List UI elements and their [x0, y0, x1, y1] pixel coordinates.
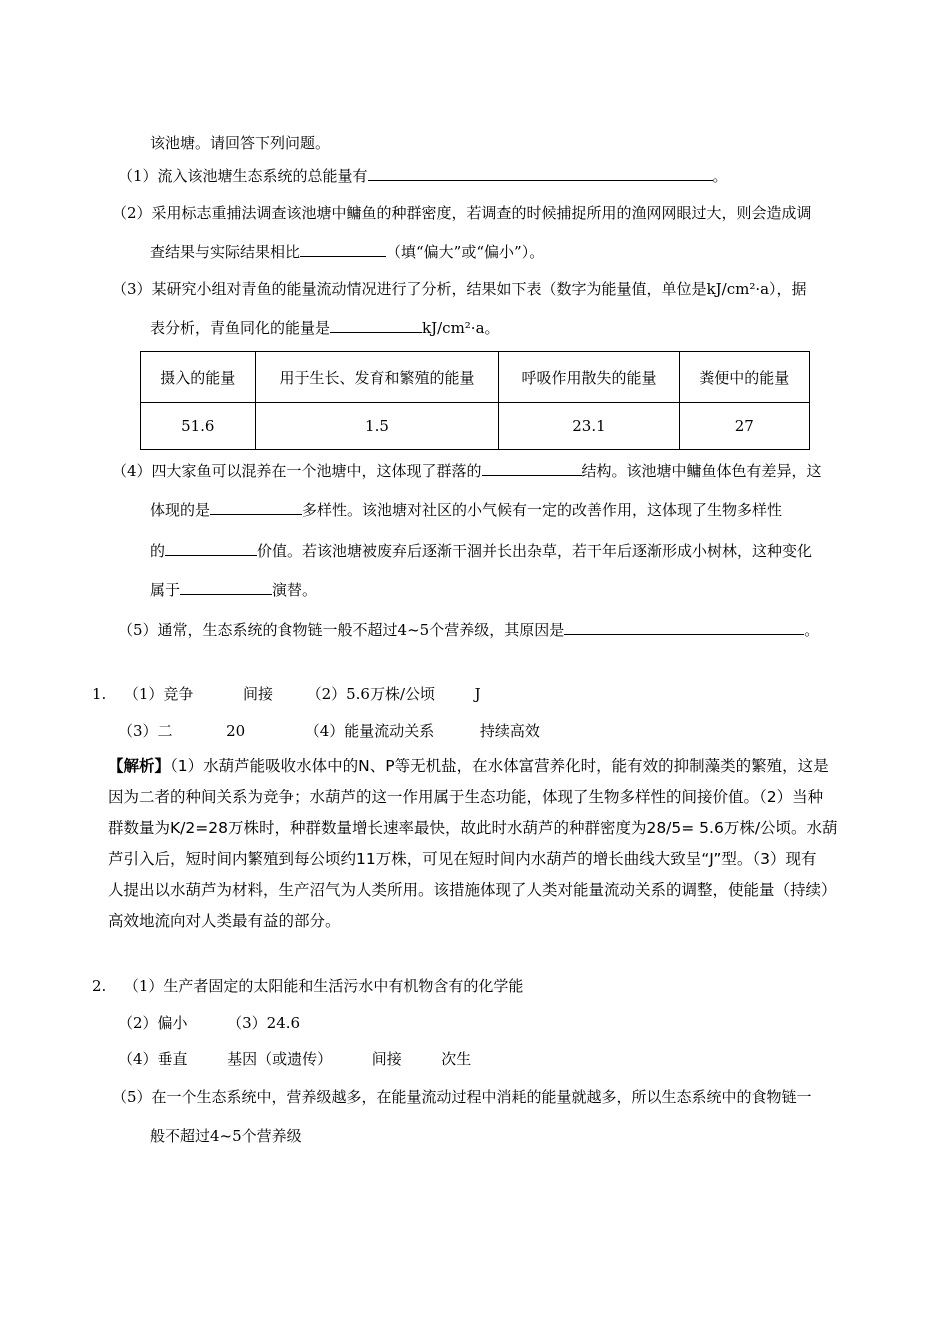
q2-4-prefix-3: 的	[150, 542, 166, 560]
q2-4-prefix-2: 体现的是	[150, 501, 211, 519]
answer-1-line2	[118, 721, 540, 741]
table-cell: 27	[679, 403, 809, 450]
q2-5-suffix: 。	[804, 621, 820, 639]
answer-item: （3）24.6	[227, 1014, 301, 1032]
q2-4-prefix-1: （4）四大家鱼可以混养在一个池塘中，这体现了群落的	[112, 462, 482, 480]
table-row	[141, 403, 810, 450]
q2-4-suffix-2: 多样性。该池塘对社区的小气候有一定的改善作用，这体现了生物多样性	[302, 501, 783, 519]
answer-1-line1	[92, 684, 481, 704]
answer-blank[interactable]	[482, 459, 582, 476]
answer-item: J	[474, 685, 481, 703]
answer-blank[interactable]	[180, 578, 272, 595]
table-cell: 51.6	[141, 403, 256, 450]
q2-4-prefix-4: 属于	[150, 581, 181, 599]
answer-item: 次生	[441, 1050, 472, 1068]
question-2-2-line1: （2）采用标志重捕法调查该池塘中鳙鱼的种群密度，若调查的时候捕捉所用的渔网网眼过大，则会造成调	[112, 204, 812, 222]
answer-2-line1	[92, 976, 523, 996]
q2-2-prefix: 查结果与实际结果相比	[150, 243, 301, 261]
analysis-line: 人提出以水葫芦为材料，生产沼气为人类所用。该措施体现了人类对能量流动关系的调整，使能量（持续）	[108, 881, 837, 899]
answer-item: （4）能量流动关系	[304, 722, 435, 740]
answer-item: （2）偏小	[118, 1014, 188, 1032]
analysis-line: 群数量为K/2=28万株时，种群数量增长速率最快，故此时水葫芦的种群密度为28/5= 5.6万株/公顷。水葫	[108, 819, 838, 837]
answer-2-line4: （5）在一个生态系统中，营养级越多，在能量流动过程中消耗的能量就越多，所以生态系统中的食物链一	[112, 1088, 812, 1106]
answer-2-line5: 般不超过4~5个营养级	[150, 1127, 302, 1145]
answer-blank[interactable]	[330, 316, 422, 333]
table-cell: 1.5	[255, 403, 499, 450]
analysis-line: 高效地流向对人类最有益的部分。	[108, 912, 341, 930]
answer-item: （4）垂直	[118, 1050, 188, 1068]
analysis-text: （1）水葫芦能吸收水体中的N、P等无机盐，在水体富营养化时，能有效的抑制藻类的繁殖，这是	[170, 757, 829, 775]
question-2-4-line3	[150, 539, 812, 561]
analysis-line	[108, 756, 878, 787]
table-header-cell: 粪便中的能量	[679, 352, 809, 403]
table-cell: 23.1	[499, 403, 679, 450]
table-header-cell: 摄入的能量	[141, 352, 256, 403]
answer-item: 持续高效	[479, 722, 540, 740]
answer-item: 间接	[242, 685, 273, 703]
q2-1-suffix: 。	[712, 167, 728, 185]
answer-item: 20	[226, 722, 246, 740]
answer-blank[interactable]	[300, 240, 386, 257]
answer-item: （2）5.6万株/公顷	[306, 685, 436, 703]
answer-blank[interactable]	[564, 618, 804, 635]
answer-2-line2	[118, 1013, 300, 1033]
analysis-line: 因为二者的种间关系为竞争；水葫芦的这一作用属于生态功能，体现了生物多样性的间接价值。（2）当种	[108, 788, 824, 806]
q2-4-suffix-4: 演替。	[272, 581, 318, 599]
analysis-paragraph	[108, 756, 878, 942]
q2-3-prefix: 表分析，青鱼同化的能量是	[150, 319, 331, 337]
answer-item: （1）竞争	[123, 685, 194, 703]
q2-5-prefix: （5）通常，生态系统的食物链一般不超过4~5个营养级，其原因是	[118, 621, 565, 639]
answer-blank[interactable]	[165, 539, 257, 556]
answer-number: 2.	[92, 977, 107, 995]
answer-item: （1）生产者固定的太阳能和生活污水中有机物含有的化学能	[123, 977, 524, 995]
answer-blank[interactable]	[368, 164, 713, 181]
question-2-5	[118, 618, 819, 640]
answer-2-line3	[118, 1049, 471, 1069]
answer-item: 间接	[371, 1050, 402, 1068]
energy-table	[140, 351, 810, 450]
question-2-4-line1	[112, 459, 822, 481]
q2-1-prefix: （1）流入该池塘生态系统的总能量有	[118, 167, 368, 185]
table-header-cell: 呼吸作用散失的能量	[499, 352, 679, 403]
analysis-label: 【解析】	[108, 757, 171, 775]
question-2-2-line2	[150, 240, 544, 262]
q2-2-suffix: （填“偏大”或“偏小”）。	[386, 243, 545, 261]
q2-4-suffix-3: 价值。若该池塘被废弃后逐渐干涸并长出杂草，若干年后逐渐形成小树林，这种变化	[257, 542, 813, 560]
q2-3-suffix: kJ/cm²·a。	[422, 319, 500, 337]
question-2-4-line4	[150, 578, 317, 600]
answer-item: 基因（或遗传）	[227, 1050, 333, 1068]
table-header-cell: 用于生长、发育和繁殖的能量	[255, 352, 499, 403]
answer-item: （3）二	[118, 722, 173, 740]
question-intro-tail: 该池塘。请回答下列问题。	[150, 134, 331, 152]
question-2-3-line2	[150, 316, 500, 338]
answer-number: 1.	[92, 685, 107, 703]
question-2-3-line1: （3）某研究小组对青鱼的能量流动情况进行了分析，结果如下表（数字为能量值，单位是kJ/cm²·a），据	[112, 280, 807, 298]
question-2-1	[118, 164, 728, 186]
analysis-line: 芦引入后，短时间内繁殖到每公顷约11万株，可见在短时间内水葫芦的增长曲线大致呈“J”型。（3）现有	[108, 850, 817, 868]
table-header-row	[141, 352, 810, 403]
question-2-4-line2	[150, 498, 782, 520]
answer-blank[interactable]	[210, 498, 302, 515]
q2-4-suffix-1: 结构。该池塘中鳙鱼体色有差异，这	[581, 462, 822, 480]
